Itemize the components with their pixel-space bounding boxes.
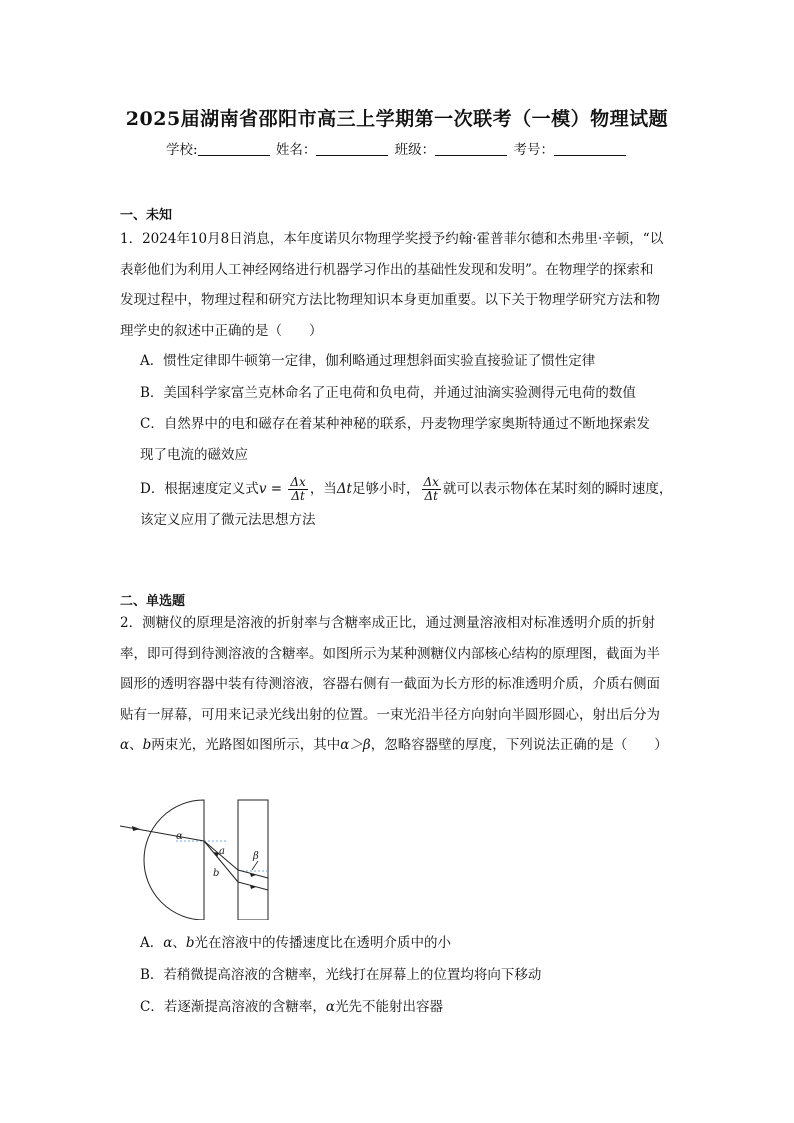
label-a: a: [219, 846, 225, 857]
question-2-stem: [120, 608, 685, 761]
velocity-fraction-2: [422, 476, 441, 503]
q1-option-a[interactable]: A．惯性定律即牛顿第一定律，伽利略通过理想斜面实验直接验证了惯性定律: [140, 353, 596, 369]
name-label: 姓名：: [275, 142, 317, 158]
q2-option-a-prefix: A．: [140, 935, 164, 951]
q1-option-c-line-2: 现了电流的磁效应: [140, 446, 248, 463]
section-heading-1: 一、未知: [120, 208, 173, 223]
q1-stem-line-1: 1．2024年10月8日消息，本年度诺贝尔物理学奖授予约翰·霍普菲尔德和杰弗里·辛顿，“以: [120, 231, 664, 247]
angle-condition: α＞β: [340, 737, 371, 753]
q1-option-d-line-1: [140, 474, 685, 505]
velocity-fraction: [288, 476, 307, 503]
b-symbol: b: [142, 737, 152, 753]
alpha-symbol-3: α: [325, 999, 335, 1015]
velocity-symbol: v: [258, 481, 267, 497]
school-label: 学校:: [166, 142, 198, 158]
delta-t-symbol: Δt: [336, 481, 352, 497]
fraction-numerator: Δx: [290, 475, 306, 489]
q2-option-c[interactable]: [140, 992, 685, 1023]
b-symbol-2: b: [185, 935, 195, 951]
q1-option-c[interactable]: [140, 409, 685, 470]
q2-option-c-text: 光先不能射出容器: [334, 999, 443, 1015]
separator: 、: [129, 737, 143, 753]
q2-stem-line-2: 率，即可得到待测溶液的含糖率。如图所示为某种测糖仪内部核心结构的原理图，截面为半: [120, 645, 660, 662]
q1-option-d-mid2: 足够小时，: [352, 481, 420, 497]
q1-option-d-mid1: ，当: [309, 481, 337, 497]
q2-option-a-text: 光在溶液中的传播速度比在透明介质中的小: [194, 935, 452, 951]
equals-sign: =: [266, 481, 287, 497]
section-heading-2: 二、单选题: [120, 594, 186, 609]
school-blank[interactable]: [198, 141, 270, 156]
separator-2: 、: [172, 935, 186, 951]
q1-option-d[interactable]: [140, 474, 685, 535]
fraction-denominator: Δt: [291, 489, 305, 503]
q1-option-d-line-2: 该定义应用了微元法思想方法: [140, 511, 316, 528]
q1-stem-line-3: 发现过程中，物理过程和研究方法比物理知识本身更加重要。以下关于物理学研究方法和物: [120, 292, 660, 308]
semicircle-container: [144, 800, 204, 920]
q2-stem-line-4: 贴有一屏幕，可用来记录光线出射的位置。一束光沿半径方向射向半圆形圆心，射出后分为: [120, 706, 660, 723]
q2-option-c-prefix: C．若逐渐提高溶液的含糖率，: [140, 999, 326, 1015]
label-beta: β: [253, 851, 259, 862]
q2-stem-line-1: 2．测糖仪的原理是溶液的折射率与含糖率成正比，通过测量溶液相对标准透明介质的折射: [120, 615, 656, 631]
q2-stem-line-5-post: ，忽略容器壁的厚度，下列说法正确的是（ ）: [370, 737, 668, 753]
refraction-diagram: [118, 798, 278, 920]
page-title: 2025届湖南省邵阳市高三上学期第一次联考（一模）物理试题: [125, 108, 669, 130]
class-blank[interactable]: [435, 141, 507, 156]
class-label: 班级：: [394, 142, 436, 158]
q2-option-b[interactable]: B．若稍微提高溶液的含糖率，光线打在屏幕上的位置均将向下移动: [140, 967, 542, 983]
name-blank[interactable]: [316, 141, 388, 156]
incident-arrow: [132, 826, 140, 831]
q1-option-d-prefix: D．根据速度定义式: [140, 481, 259, 497]
q1-option-b[interactable]: B．美国科学家富兰克林命名了正电荷和负电荷，并通过油滴实验测得元电荷的数值: [140, 385, 636, 401]
beta-pointer: [252, 861, 258, 870]
label-alpha: α: [176, 831, 183, 842]
q2-option-a[interactable]: [140, 928, 685, 959]
id-label: 考号：: [513, 142, 554, 158]
q1-option-d-post: 就可以表示物体在某时刻的瞬时速度，: [442, 481, 673, 497]
alpha-symbol-2: α: [163, 935, 173, 951]
q1-stem-line-4: 理学史的叙述中正确的是（ ）: [120, 322, 323, 339]
question-1-stem: [120, 224, 685, 346]
student-info-line: [0, 138, 794, 158]
q2-stem-line-3: 圆形的透明容器中装有待测溶液，容器右侧有一截面为长方形的标准透明介质，介质右侧面: [120, 676, 660, 692]
q2-stem-line-5-mid: 两束光，光路图如图所示，其中: [151, 737, 341, 753]
id-blank[interactable]: [554, 141, 626, 156]
q1-stem-line-2: 表彰他们为利用人工神经网络进行机器学习作出的基础性发现和发明”。在物理学的探索和: [120, 261, 654, 278]
fraction-numerator-2: Δx: [423, 475, 439, 489]
label-b: b: [213, 868, 220, 879]
q2-stem-line-5: [120, 730, 685, 761]
q1-option-c-line-1: C．自然界中的电和磁存在着某种神秘的联系，丹麦物理学家奥斯特通过不断地探索发: [140, 416, 650, 432]
fraction-denominator-2: Δt: [424, 489, 438, 503]
alpha-symbol: α: [120, 737, 130, 753]
